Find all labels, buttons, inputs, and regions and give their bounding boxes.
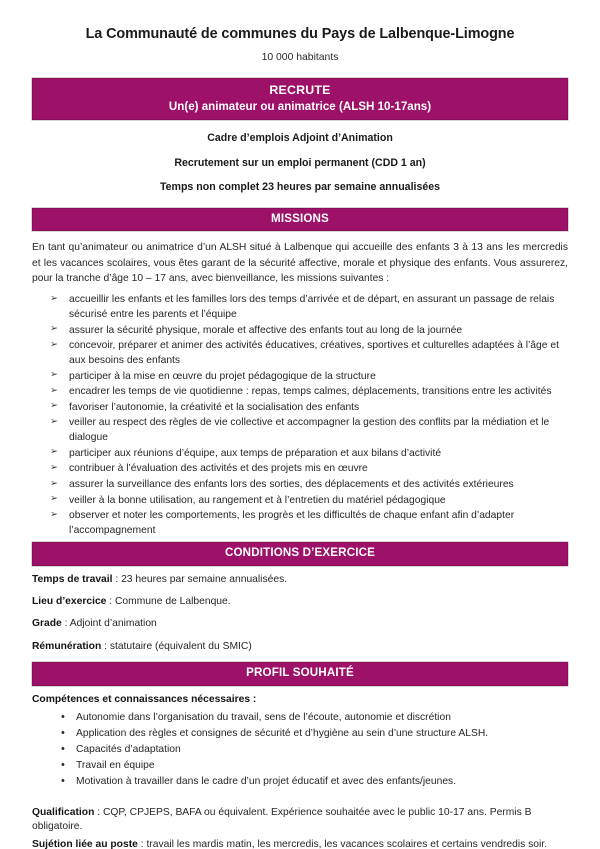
list-item [32,493,568,508]
qualification-value: : CQP, CPJEPS, BAFA ou équivalent. Expérience souhaitée avec le public 10-17 ans. Permis B obligatoire. [32,807,532,832]
conditions-row-label: Lieu d’exercice [32,595,107,607]
arrow-bullet-icon: ➢ [50,323,59,335]
subhead-line: Cadre d’emplois Adjoint d’Animation [207,131,393,144]
conditions-row-label: Rémunération [32,640,102,652]
list-item-text: accueillir les enfants et les familles lors des temps d’arrivée et de départ, en assurant un passage de relais sécurisé entre les parents et l’équipe [69,294,555,321]
arrow-bullet-icon: ➢ [50,384,59,396]
list-item [32,758,568,773]
arrow-bullet-icon: ➢ [50,369,59,381]
conditions-row [32,617,568,630]
list-item-text: Travail en équipe [76,759,155,771]
list-item [32,338,568,368]
list-item-text: favoriser l’autonomie, la créativité et la socialisation des enfants [69,401,360,413]
dot-bullet-icon: • [61,742,65,755]
arrow-bullet-icon: ➢ [50,415,59,427]
subhead-line: Recrutement sur un emploi permanent (CDD 1 an) [174,156,426,169]
list-item [32,446,568,461]
list-item [32,742,568,757]
list-item-text: Autonomie dans l’organisation du travail, sens de l’écoute, autonomie et discrétion [76,711,451,723]
subhead-block [32,132,568,194]
list-item [32,400,568,415]
recruit-banner-line1: RECRUTE [269,82,331,97]
population-subtitle: 10 000 habitants [261,52,339,64]
dot-bullet-icon: • [61,758,65,771]
dot-bullet-icon: • [61,710,65,723]
list-item-text: concevoir, préparer et animer des activités éducatives, créatives, sportives et culturelles adaptées à l’âge et aux besoins des enfants [69,340,559,367]
sujetion-value: : travail les mardis matin, les mercredis, les vacances scolaires et certains vendredis soir. [137,838,548,849]
list-item [32,508,568,538]
list-item [32,369,568,384]
qualification-row [32,806,568,834]
page-title: La Communauté de communes du Pays de Lalbenque-Limogne [85,26,515,42]
list-item [32,461,568,476]
conditions-row-value: : Commune de Lalbenque. [106,595,231,607]
list-item-text: Application des règles et consignes de sécurité et d’hygiène au sein d’une structure ALSH. [76,727,489,739]
subhead-line: Temps non complet 23 heures par semaine annualisées [159,181,441,194]
list-item [32,710,568,725]
conditions-list [32,573,568,654]
list-item [32,726,568,741]
arrow-bullet-icon: ➢ [50,400,59,412]
conditions-row [32,640,568,653]
list-item-text: Motivation à travailler dans le cadre d’un projet éducatif et avec des enfants/jeunes. [76,776,457,788]
list-item [32,415,568,445]
arrow-bullet-icon: ➢ [50,493,59,505]
list-item [32,477,568,492]
conditions-row [32,595,568,608]
skills-list [32,710,568,790]
list-item-text: participer à la mise en œuvre du projet pédagogique de la structure [69,370,376,382]
missions-list [32,292,568,538]
list-item-text: observer et noter les comportements, les progrès et les difficultés de chaque enfant afin d’adapter l’accompagnement [69,510,515,537]
list-item [32,292,568,322]
arrow-bullet-icon: ➢ [50,446,59,458]
list-item-text: veiller au respect des règles de vie collective et accompagner la gestion des conflits par la médiation et le dialogue [69,417,550,444]
sujetion-row [32,838,568,849]
list-item-text: veiller à la bonne utilisation, au rangement et à l’entretien du matériel pédagogique [69,494,446,506]
conditions-row-label: Grade [32,618,62,630]
dot-bullet-icon: • [61,726,65,739]
list-item-text: encadrer les temps de vie quotidienne : repas, temps calmes, déplacements, transitions entre les activités [69,386,552,398]
missions-banner: MISSIONS [32,208,568,231]
arrow-bullet-icon: ➢ [50,461,59,473]
list-item-text: assurer la surveillance des enfants lors des sorties, des déplacements et des activités extérieures [69,479,514,490]
conditions-row-value: : Adjoint d’animation [61,618,157,630]
skills-heading: Compétences et connaissances nécessaires : [32,693,257,705]
conditions-row-value: : statutaire (équivalent du SMIC) [101,640,252,652]
arrow-bullet-icon: ➢ [50,508,59,520]
conditions-row-label: Temps de travail [32,573,113,585]
conditions-row [32,573,568,586]
list-item-text: contribuer à l’évaluation des activités et des projets mis en œuvre [69,463,368,475]
recruit-banner-line2: Un(e) animateur ou animatrice (ALSH 10-17ans) [168,99,432,113]
arrow-bullet-icon: ➢ [50,477,59,489]
qualification-block [32,806,568,849]
conditions-row-value: : 23 heures par semaine annualisées. [112,573,288,585]
list-item [32,384,568,399]
list-item-text: participer aux réunions d’équipe, aux temps de préparation et aux bilans d’activité [69,447,442,459]
arrow-bullet-icon: ➢ [50,338,59,350]
arrow-bullet-icon: ➢ [50,292,59,304]
missions-intro: En tant qu’animateur ou animatrice d’un ALSH situé à Lalbenque qui accueille des enfants 3 à 13 ans les mercredis et les vacances scolaires, vous êtes garant de la sécurité affective, morale et physique des enfants. Vous assurerez, pour la tranche d’âge 10 – 17 ans, avec bienveillance, les missions suivantes : [32,242,568,284]
dot-bullet-icon: • [61,775,65,788]
conditions-banner: CONDITIONS D’EXERCICE [32,542,568,565]
list-item-text: Capacités d’adaptation [76,743,181,755]
sujetion-label: Sujétion liée au poste [32,838,138,849]
list-item [32,323,568,338]
list-item-text: assurer la sécurité physique, morale et affective des enfants tout au long de la journée [69,324,463,336]
list-item [32,774,568,789]
qualification-label: Qualification [32,807,95,819]
recruit-banner [32,78,568,120]
profil-banner: PROFIL SOUHAITÉ [32,662,568,685]
